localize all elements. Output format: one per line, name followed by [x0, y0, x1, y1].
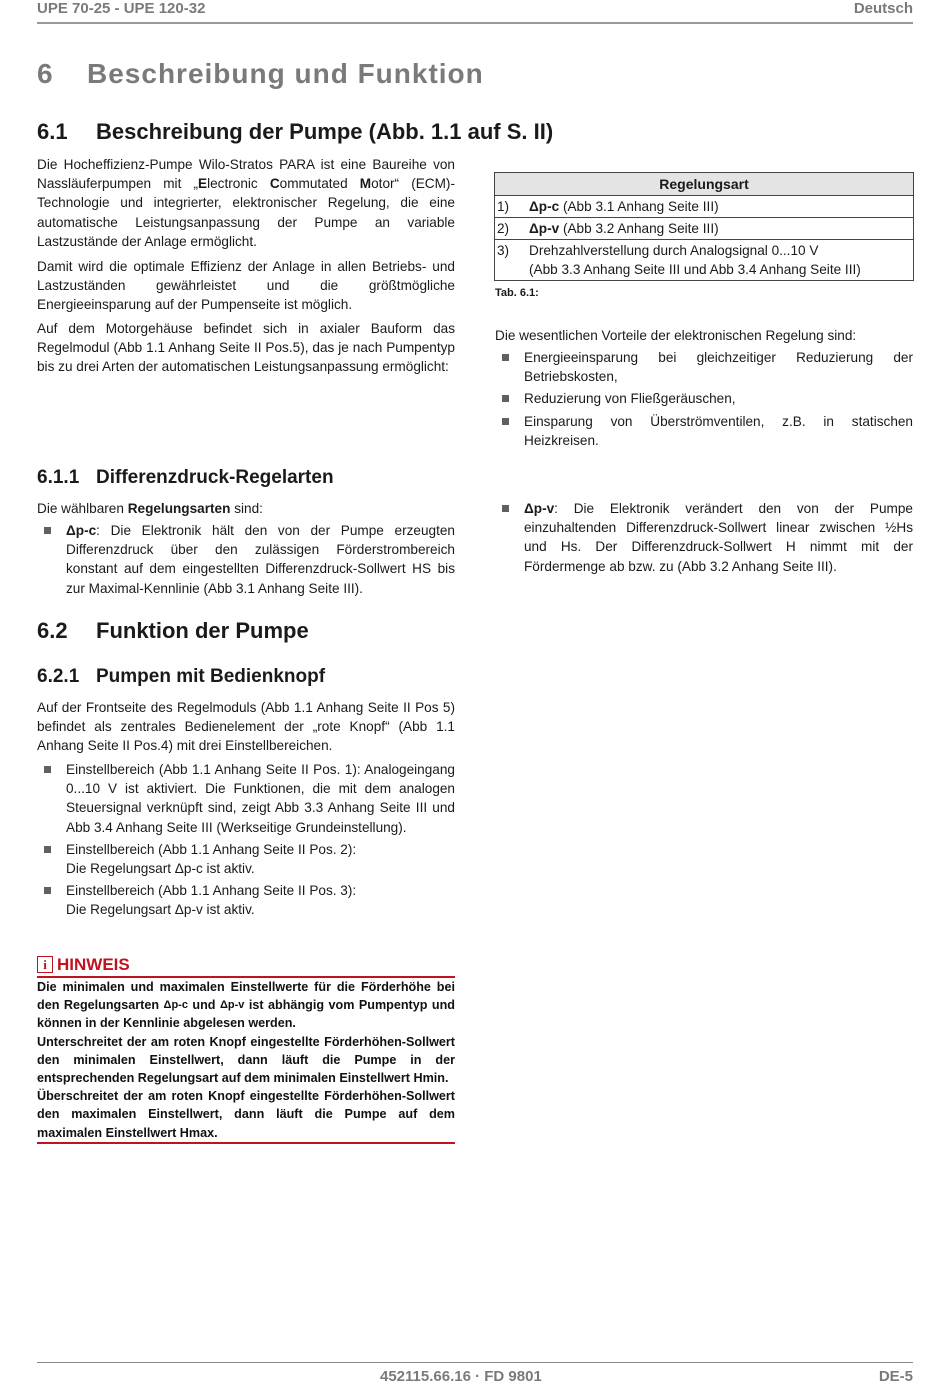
- intro-text-3: ommutated: [279, 176, 360, 192]
- dpc-text: : Die Elektronik hält den von der Pumpe erzeugten Differenzdruck über den zulässigen Förderstrombereich konstant auf dem eingestellten Differenzdruck-Sollwert HS bis zur Maximal-Kennlinie (Abb 3.1 Anhang Seite III).: [66, 523, 455, 596]
- section-6-1-1-title: Differenzdruck-Regelarten: [96, 467, 334, 488]
- advantages-list: [495, 348, 913, 450]
- note-bottom-rule: [37, 1142, 455, 1144]
- table-header: Regelungsart: [495, 173, 914, 196]
- list-item-text: Einsparung von Überströmventilen, z.B. in statischen Heizkreisen.: [524, 413, 913, 448]
- chapter-title: [37, 58, 484, 90]
- note-text-b: ist abhängig vom Pumpentyp und können in der Kennlinie abgelesen werden.: [37, 998, 456, 1031]
- section-6-2-1-title: Pumpen mit Bedienknopf: [96, 666, 326, 687]
- chapter-title-text: Beschreibung und Funktion: [87, 58, 484, 89]
- section-6-1-1-heading: [37, 467, 334, 489]
- note-text: Die minimalen und maximalen Einstellwerte für die Förderhöhe bei den Regelungsarten: [37, 980, 455, 1013]
- note-dpc: Δp-c: [163, 999, 188, 1012]
- header-model: UPE 70-25 - UPE 120-32: [37, 0, 206, 17]
- section-6-2-title: Funktion der Pumpe: [96, 618, 309, 643]
- bullet-square-icon: [44, 766, 51, 773]
- row-number: 3): [497, 243, 510, 258]
- list-item: [495, 348, 913, 386]
- row-mode: Δp-c: [529, 199, 560, 214]
- dpc-label: Δp-c: [66, 523, 97, 538]
- efficiency-paragraph: Damit wird die optimale Effizienz der Anlage in allen Betriebs- und Lastzuständen gewährleistet und die größtmögliche Energieeinsparung auf der Pumpenseite ist möglich.: [37, 259, 455, 313]
- footer-docnum: 452115.66.16 · FD 9801: [380, 1368, 542, 1385]
- list-item-text: Energieeinsparung bei gleichzeitiger Reduzierung der Betriebskosten,: [524, 350, 913, 385]
- note-heading: [37, 955, 130, 975]
- section-6-1-heading: [37, 119, 553, 145]
- list-item-text: Einstellbereich (Abb 1.1 Anhang Seite II Pos. 3):: [66, 883, 357, 899]
- note-dpv: Δp-v: [219, 999, 245, 1012]
- note-title: HINWEIS: [57, 955, 130, 974]
- bullet-square-icon: [44, 527, 51, 534]
- bullet-square-icon: [502, 418, 509, 425]
- intro-text-4: otor“ (ECM)-Technologie und integrierter, elektronischer Regelung, die eine automatische Leistungsanpassung der Pumpe an variable Lastzustände der Anlage ermöglicht.: [37, 176, 455, 249]
- list-item: [495, 499, 913, 576]
- dpv-item: [495, 499, 913, 576]
- list-item-text-2: Die Regelungsart Δp-c ist aktiv.: [66, 861, 255, 877]
- list-item-text-2: Die Regelungsart Δp-v ist aktiv.: [66, 902, 255, 918]
- note-line-1: [37, 978, 455, 1033]
- list-item: [37, 881, 455, 919]
- dpc-item: [37, 521, 455, 598]
- list-item: [495, 412, 913, 450]
- intro-bold: Regelungsarten: [127, 501, 231, 516]
- advantages-intro: Die wesentlichen Vorteile der elektronischen Regelung sind:: [495, 328, 857, 343]
- list-item: [495, 389, 913, 408]
- intro-bold-m: M: [359, 176, 372, 192]
- section-6-2-heading: [37, 618, 309, 644]
- row-text-2: (Abb 3.3 Anhang Seite III und Abb 3.4 Anhang Seite III): [529, 262, 861, 277]
- row-number: 2): [497, 221, 510, 236]
- list-item-text: Einstellbereich (Abb 1.1 Anhang Seite II Pos. 1): Analogeingang 0...10 V ist aktiviert. Die Funktionen, die mit dem analogen Steuersignal verknüpft sind, zeigt Abb 3.3 Anhang Seite III und Abb 3.4 Anhang Seite III (Werkseitige Grundeinstellung).: [66, 762, 455, 835]
- section-6-1-title: Beschreibung der Pumpe (Abb. 1.1 auf S. II): [96, 119, 554, 144]
- intro-text-1: Die Hocheffizienz-Pumpe Wilo-Stratos PARA ist eine Baureihe von Nassläuferpumpen mit „: [37, 157, 455, 192]
- knob-settings-list: [37, 760, 455, 920]
- row-number: 1): [497, 199, 510, 214]
- note-line-2: Unterschreitet der am roten Knopf eingestellte Förderhöhen-Sollwert den minimalen Einstellwert, dann läuft die Pumpe in der entsprechenden Regelungsart auf dem minimalen Einstellwert Hmin.: [37, 1034, 455, 1086]
- list-item-text: Reduzierung von Fließgeräuschen,: [524, 391, 736, 407]
- intro-pre: Die wählbaren: [37, 501, 128, 516]
- row-text: (Abb 3.2 Anhang Seite III): [559, 221, 719, 236]
- knob-intro: Auf der Frontseite des Regelmoduls (Abb 1.1 Anhang Seite II Pos 5) befindet als zentrales Bedienelement der „rote Knopf“ (Abb 1.1 Anhang Seite II Pos.4) mit drei Einstellbereichen.: [37, 700, 455, 754]
- section-6-2-1-heading: [37, 666, 325, 688]
- list-item-text: Einstellbereich (Abb 1.1 Anhang Seite II Pos. 2):: [66, 841, 357, 857]
- note-body: [37, 978, 455, 1142]
- intro-text-2: lectronic: [207, 176, 270, 192]
- bullet-square-icon: [44, 887, 51, 894]
- intro-bold-e: E: [198, 176, 208, 192]
- info-icon: i: [37, 956, 53, 973]
- dpv-text: : Die Elektronik verändert den von der Pumpe einzuhaltenden Differenzdruck-Sollwert linear zwischen ½Hs und Hs. Der Differenzdruck-Sollwert H nimmt mit der Fördermenge ab bzw. zu (Abb 3.2 Anhang Seite III).: [524, 501, 913, 574]
- bullet-square-icon: [502, 395, 509, 402]
- table-row: [495, 218, 914, 240]
- control-mode-table: [494, 172, 914, 281]
- intro-post: sind:: [230, 501, 263, 516]
- control-mode-table-wrap: [494, 172, 914, 281]
- intro-paragraph: [37, 155, 455, 251]
- bullet-square-icon: [502, 505, 509, 512]
- header-language: Deutsch: [853, 0, 913, 17]
- list-item: [37, 760, 455, 837]
- note-line-3: Überschreitet der am roten Knopf eingestellte Förderhöhen-Sollwert den maximalen Einstellwert, dann läuft die Pumpe auf dem maximalen Einstellwert Hmax.: [37, 1089, 455, 1140]
- control-modes-intro: [37, 499, 455, 518]
- section-6-2-1-number: 6.2.1: [37, 666, 80, 687]
- bullet-square-icon: [502, 354, 509, 361]
- row-text: (Abb 3.1 Anhang Seite III): [559, 199, 719, 214]
- table-row: [495, 240, 914, 281]
- header-divider: [37, 22, 913, 24]
- note-and: und: [187, 998, 220, 1013]
- section-6-2-number: 6.2: [37, 618, 68, 643]
- table-row: [495, 196, 914, 218]
- intro-bold-c: C: [269, 176, 280, 192]
- table-caption: Tab. 6.1:: [495, 287, 539, 299]
- footer-page: DE-5: [878, 1368, 913, 1385]
- module-paragraph: Auf dem Motorgehäuse befindet sich in axialer Bauform das Regelmodul (Abb 1.1 Anhang Seite II Pos.5), das je nach Pumpentyp bis zu drei Arten der automatischen Leistungsanpassung ermöglicht:: [37, 321, 455, 375]
- section-6-1-number: 6.1: [37, 119, 68, 144]
- bullet-square-icon: [44, 846, 51, 853]
- row-mode: Δp-v: [529, 221, 560, 236]
- row-text: Drehzahlverstellung durch Analogsignal 0...10 V: [529, 243, 819, 258]
- list-item: [37, 840, 455, 878]
- chapter-number: 6: [37, 58, 54, 89]
- footer-divider: [37, 1362, 913, 1363]
- list-item: [37, 521, 455, 598]
- dpv-label: Δp-v: [524, 501, 555, 516]
- section-6-1-1-number: 6.1.1: [37, 467, 80, 488]
